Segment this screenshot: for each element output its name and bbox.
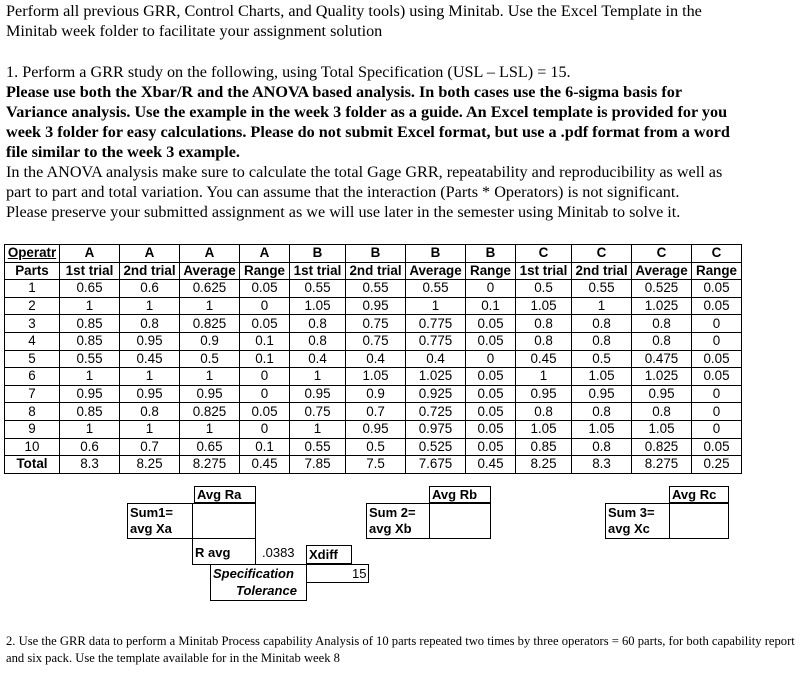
table-cell: 0.8 [516, 315, 572, 333]
table-row [5, 315, 742, 333]
total-label: Total [5, 456, 60, 474]
table-cell: 1.025 [632, 368, 692, 386]
table-cell: 0.7 [346, 403, 406, 421]
table-cell: 0.95 [180, 385, 240, 403]
table-cell: 0.95 [120, 332, 180, 350]
table-cell: 0.95 [346, 420, 406, 438]
table-cell: 0.5 [180, 350, 240, 368]
table-cell: 0.55 [406, 280, 466, 298]
table-cell: 0 [240, 420, 290, 438]
table-cell: 1.025 [406, 368, 466, 386]
q1-line-5: Please preserve your submitted assignment as we will use later in the semester using Minitab to solve it. [6, 203, 681, 221]
table-cell: 0.05 [466, 438, 516, 456]
table-cell: 0.05 [240, 280, 290, 298]
part-number-cell: 2 [5, 297, 60, 315]
sum1-value-box [192, 503, 256, 539]
table-cell: 1 [572, 297, 632, 315]
table-cell: 0.85 [60, 315, 120, 333]
table-cell: 1 [60, 297, 120, 315]
table-cell: 0.55 [572, 280, 632, 298]
table-cell: 1.05 [516, 297, 572, 315]
table-cell: 0.8 [572, 332, 632, 350]
table-cell: 0.05 [466, 315, 516, 333]
table-cell: 1.05 [632, 420, 692, 438]
table-cell: 0.05 [466, 385, 516, 403]
intro-line-1: Perform all previous GRR, Control Charts, and Quality tools) using Minitab. Use the Excel Template in the [6, 2, 702, 20]
table-cell: 0.825 [180, 315, 240, 333]
table-cell: 1 [180, 368, 240, 386]
table-cell: 0.4 [290, 350, 346, 368]
table-cell: 1.05 [346, 368, 406, 386]
operator-header-cell: A [60, 245, 120, 263]
part-number-cell: 9 [5, 420, 60, 438]
sum2-label: Sum 2= [369, 505, 416, 520]
part-number-cell: 4 [5, 332, 60, 350]
table-cell: 0 [466, 350, 516, 368]
q1-bold-1: Please use both the Xbar/R and the ANOVA based analysis. In both cases use the 6-sigma basis for [6, 83, 683, 101]
table-cell: 0.55 [290, 280, 346, 298]
table-cell: 0.85 [60, 332, 120, 350]
column-header-row [5, 262, 742, 280]
table-cell: 0.05 [466, 332, 516, 350]
q1-line-4: part to part and total variation. You can assume that the interaction (Parts * Operators) is not significant. [6, 183, 680, 201]
table-cell: 0.4 [346, 350, 406, 368]
column-header-cell: 2nd trial [346, 262, 406, 280]
table-cell: 0.5 [346, 438, 406, 456]
column-header-cell: Range [692, 262, 742, 280]
total-cell: 8.3 [60, 456, 120, 474]
total-cell: 8.275 [180, 456, 240, 474]
table-cell: 0.8 [572, 403, 632, 421]
table-cell: 0.05 [240, 403, 290, 421]
table-cell: 0.7 [120, 438, 180, 456]
table-cell: 0.9 [346, 385, 406, 403]
r-avg-label: R avg [195, 545, 231, 560]
table-cell: 0.825 [180, 403, 240, 421]
table-cell: 0.775 [406, 315, 466, 333]
table-cell: 0.55 [60, 350, 120, 368]
table-cell: 0.45 [120, 350, 180, 368]
column-header-cell: Average [406, 262, 466, 280]
q1-bold-2: Variance analysis. Use the example in the week 3 folder as a guide. An Excel template is provided for you [6, 103, 728, 121]
table-cell: 0.8 [516, 332, 572, 350]
table-cell: 0.4 [406, 350, 466, 368]
table-cell: 0.95 [290, 385, 346, 403]
table-cell: 0.05 [466, 368, 516, 386]
part-number-cell: 3 [5, 315, 60, 333]
table-cell: 1 [60, 420, 120, 438]
table-cell: 0.45 [516, 350, 572, 368]
table-cell: 0.05 [692, 438, 742, 456]
table-cell: 0.05 [692, 350, 742, 368]
table-cell: 0.05 [466, 403, 516, 421]
table-cell: 0.65 [180, 438, 240, 456]
part-number-cell: 6 [5, 368, 60, 386]
operator-header-cell: C [516, 245, 572, 263]
total-cell: 8.275 [632, 456, 692, 474]
total-row [5, 456, 742, 474]
table-cell: 0.1 [240, 438, 290, 456]
q1-bold-3: week 3 folder for easy calculations. Please do not submit Excel format, but use a .pdf format from a word [6, 123, 730, 141]
table-cell: 0.55 [290, 438, 346, 456]
table-cell: 0.75 [290, 403, 346, 421]
total-cell: 7.5 [346, 456, 406, 474]
operator-header-cell: A [240, 245, 290, 263]
table-cell: 0.1 [240, 332, 290, 350]
total-cell: 8.3 [572, 456, 632, 474]
total-cell: 0.45 [466, 456, 516, 474]
table-cell: 1 [290, 368, 346, 386]
table-cell: 0.75 [346, 332, 406, 350]
table-cell: 0.8 [632, 315, 692, 333]
avg-rc-label: Avg Rc [669, 486, 729, 503]
table-cell: 0.5 [516, 280, 572, 298]
table-cell: 0 [466, 280, 516, 298]
table-cell: 1 [120, 420, 180, 438]
column-header-cell: 1st trial [516, 262, 572, 280]
q1-line-3: In the ANOVA analysis make sure to calculate the total Gage GRR, repeatability and reproducibility as well as [6, 163, 723, 181]
table-row [5, 420, 742, 438]
parts-header-label: Parts [5, 262, 60, 280]
total-cell: 0.45 [240, 456, 290, 474]
avg-xc-label: avg Xc [608, 521, 650, 536]
table-cell: 1 [406, 297, 466, 315]
table-cell: 0.525 [406, 438, 466, 456]
table-cell: 0 [240, 297, 290, 315]
operator-header-label: Operatr [5, 245, 60, 263]
table-cell: 0 [692, 420, 742, 438]
column-header-cell: Range [240, 262, 290, 280]
operator-header-cell: C [632, 245, 692, 263]
table-cell: 0 [692, 385, 742, 403]
part-number-cell: 1 [5, 280, 60, 298]
table-cell: 0.525 [632, 280, 692, 298]
table-cell: 0.55 [346, 280, 406, 298]
table-cell: 0.05 [692, 297, 742, 315]
table-cell: 0.05 [466, 420, 516, 438]
table-row [5, 385, 742, 403]
table-cell: 0.6 [60, 438, 120, 456]
table-row [5, 350, 742, 368]
table-cell: 0.95 [346, 297, 406, 315]
total-cell: 7.85 [290, 456, 346, 474]
table-cell: 0.95 [632, 385, 692, 403]
table-cell: 0 [240, 368, 290, 386]
table-row [5, 368, 742, 386]
table-cell: 0.975 [406, 420, 466, 438]
table-cell: 0.625 [180, 280, 240, 298]
sum1-label: Sum1= [130, 505, 173, 520]
operator-header-cell: C [692, 245, 742, 263]
column-header-cell: 1st trial [60, 262, 120, 280]
q1-line-1: 1. Perform a GRR study on the following, using Total Specification (USL – LSL) = 15. [6, 63, 571, 81]
table-cell: 1 [120, 368, 180, 386]
operator-header-row [5, 245, 742, 263]
column-header-cell: 2nd trial [120, 262, 180, 280]
table-cell: 0 [692, 403, 742, 421]
table-cell: 1 [516, 368, 572, 386]
table-cell: 0.725 [406, 403, 466, 421]
avg-rb-label: Avg Rb [429, 486, 491, 503]
table-cell: 1.025 [632, 297, 692, 315]
table-cell: 1 [180, 297, 240, 315]
table-cell: 0.75 [346, 315, 406, 333]
table-row [5, 332, 742, 350]
table-cell: 1 [290, 420, 346, 438]
operator-header-cell: B [466, 245, 516, 263]
table-cell: 0.1 [466, 297, 516, 315]
operator-header-cell: B [406, 245, 466, 263]
table-cell: 0.1 [240, 350, 290, 368]
r-avg-value: .0383 [262, 545, 295, 560]
table-row [5, 403, 742, 421]
table-cell: 1.05 [572, 368, 632, 386]
table-row [5, 280, 742, 298]
total-cell: 7.675 [406, 456, 466, 474]
table-cell: 1.05 [572, 420, 632, 438]
table-row [5, 297, 742, 315]
grr-data-table [4, 244, 742, 474]
table-cell: 0.95 [572, 385, 632, 403]
table-cell: 0.05 [692, 280, 742, 298]
table-cell: 0.8 [516, 403, 572, 421]
total-cell: 8.25 [120, 456, 180, 474]
operator-header-cell: B [346, 245, 406, 263]
column-header-cell: Range [466, 262, 516, 280]
table-cell: 0.05 [692, 368, 742, 386]
table-cell: 0.475 [632, 350, 692, 368]
table-cell: 0.8 [632, 403, 692, 421]
avg-xb-label: avg Xb [369, 521, 412, 536]
table-cell: 0.95 [516, 385, 572, 403]
spec-value: 15 [352, 566, 367, 581]
operator-header-cell: A [180, 245, 240, 263]
sum2-value-box [429, 503, 491, 539]
table-cell: 0.8 [632, 332, 692, 350]
part-number-cell: 7 [5, 385, 60, 403]
table-cell: 0.9 [180, 332, 240, 350]
part-number-cell: 5 [5, 350, 60, 368]
table-cell: 0.775 [406, 332, 466, 350]
table-cell: 0.6 [120, 280, 180, 298]
table-cell: 0.85 [516, 438, 572, 456]
part-number-cell: 10 [5, 438, 60, 456]
sum3-value-box [669, 503, 729, 539]
table-cell: 0.05 [240, 315, 290, 333]
table-cell: 1 [60, 368, 120, 386]
table-cell: 0.65 [60, 280, 120, 298]
table-cell: 0.8 [290, 315, 346, 333]
total-cell: 0.25 [692, 456, 742, 474]
intro-line-2: Minitab week folder to facilitate your assignment solution [6, 22, 383, 40]
column-header-cell: 2nd trial [572, 262, 632, 280]
operator-header-cell: A [120, 245, 180, 263]
table-cell: 0.8 [290, 332, 346, 350]
spec-label-1: Specification [213, 566, 294, 581]
table-cell: 0.5 [572, 350, 632, 368]
table-cell: 0.925 [406, 385, 466, 403]
table-cell: 1 [180, 420, 240, 438]
table-cell: 0.825 [632, 438, 692, 456]
q2-text: 2. Use the GRR data to perform a Minitab Process capability Analysis of 10 parts repeated two times by three operators = 60 parts, for both capability report and six pack. Use the template available for in the Minitab week 8 [6, 634, 795, 665]
table-cell: 1.05 [516, 420, 572, 438]
table-cell: 1 [120, 297, 180, 315]
table-cell: 0.85 [60, 403, 120, 421]
table-row [5, 438, 742, 456]
table-cell: 0 [692, 315, 742, 333]
total-cell: 8.25 [516, 456, 572, 474]
sum3-label: Sum 3= [608, 505, 655, 520]
table-cell: 0.95 [60, 385, 120, 403]
avg-ra-label: Avg Ra [194, 486, 256, 503]
xdiff-label: Xdiff [309, 547, 338, 562]
operator-header-cell: B [290, 245, 346, 263]
column-header-cell: Average [632, 262, 692, 280]
table-cell: 0.8 [120, 403, 180, 421]
column-header-cell: 1st trial [290, 262, 346, 280]
table-cell: 1.05 [290, 297, 346, 315]
table-cell: 0 [240, 385, 290, 403]
operator-header-cell: C [572, 245, 632, 263]
spec-label-2: Tolerance [236, 583, 297, 598]
table-cell: 0.8 [120, 315, 180, 333]
q1-bold-4: file similar to the week 3 example. [6, 143, 240, 161]
table-cell: 0 [692, 332, 742, 350]
table-cell: 0.8 [572, 315, 632, 333]
column-header-cell: Average [180, 262, 240, 280]
part-number-cell: 8 [5, 403, 60, 421]
avg-xa-label: avg Xa [130, 521, 172, 536]
table-cell: 0.8 [572, 438, 632, 456]
table-cell: 0.95 [120, 385, 180, 403]
